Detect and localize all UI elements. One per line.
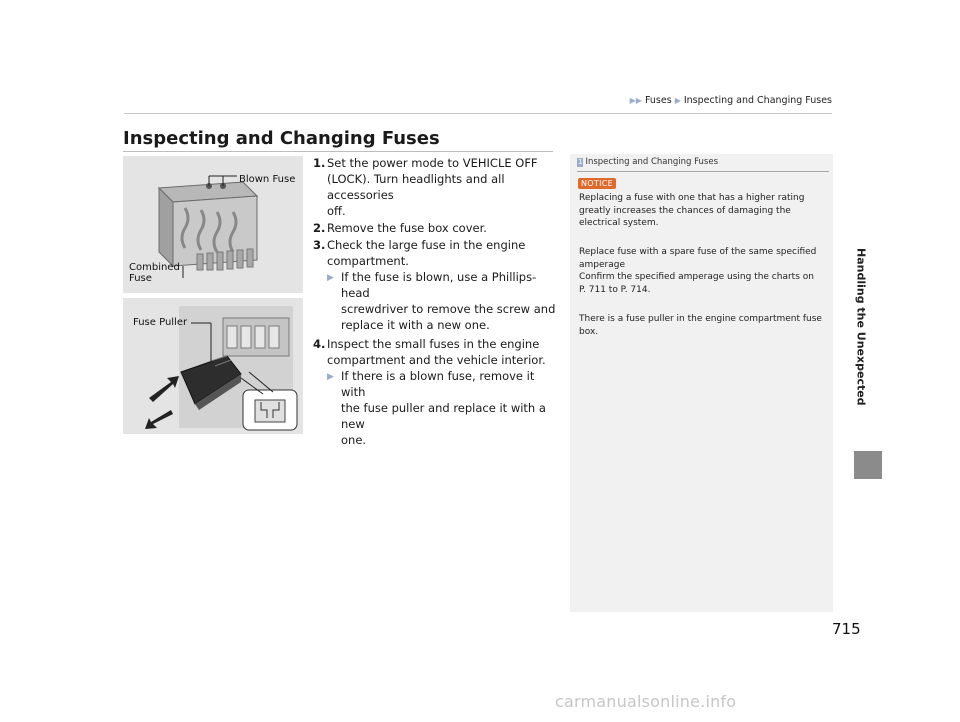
step-4 bbox=[313, 336, 558, 448]
notice-badge: NOTICE bbox=[578, 178, 616, 189]
step-text: Set the power mode to VEHICLE OFF bbox=[327, 156, 538, 170]
fuse-puller-figure bbox=[123, 298, 303, 434]
combined-label-line1: Combined bbox=[129, 262, 180, 273]
step-substep bbox=[327, 368, 558, 448]
breadcrumb bbox=[630, 95, 832, 106]
replace-paragraph bbox=[579, 246, 827, 296]
step-text: compartment and the vehicle interior. bbox=[327, 353, 546, 367]
step-text: (LOCK). Turn headlights and all accessories bbox=[327, 172, 505, 202]
puller-paragraph bbox=[579, 313, 827, 338]
step-text: off. bbox=[327, 204, 346, 218]
combined-fuse-label bbox=[129, 262, 180, 284]
side-heading-text: Inspecting and Changing Fuses bbox=[585, 157, 719, 167]
step-1 bbox=[313, 155, 558, 219]
combined-label-line2: Fuse bbox=[129, 273, 152, 284]
section-tab-text: Handling the Unexpected bbox=[854, 248, 868, 406]
fuse-puller-label: Fuse Puller bbox=[133, 317, 188, 328]
step-number: 2. bbox=[313, 221, 326, 235]
page-reference-link[interactable]: P. 711 to P. 714. bbox=[579, 284, 651, 295]
step-text: Remove the fuse box cover. bbox=[327, 221, 487, 235]
step-number: 1. bbox=[313, 156, 326, 170]
step-text: compartment. bbox=[327, 254, 409, 268]
page-number: 715 bbox=[832, 620, 861, 638]
blown-fuse-label: Blown Fuse bbox=[239, 174, 296, 185]
fuse-box-figure bbox=[123, 156, 303, 293]
substep-text: If the fuse is blown, use a Phillips-head bbox=[341, 270, 537, 300]
substep-text: replace it with a new one. bbox=[341, 318, 490, 332]
watermark: carmanualsonline.info bbox=[555, 692, 737, 711]
triangle-icon: ▶▶ bbox=[629, 96, 642, 105]
reference-number-icon: 1 bbox=[578, 157, 583, 166]
arrow-icon: ▶ bbox=[327, 372, 334, 382]
step-number: 3. bbox=[313, 238, 326, 252]
side-note-heading bbox=[577, 157, 718, 167]
step-3 bbox=[313, 237, 558, 333]
notice-paragraph bbox=[579, 192, 827, 230]
step-text: Inspect the small fuses in the engine bbox=[327, 337, 540, 351]
substep-text: If there is a blown fuse, remove it with bbox=[341, 369, 535, 399]
side-line: Replace fuse with a spare fuse of the same specified bbox=[579, 247, 817, 257]
step-2 bbox=[313, 220, 558, 236]
side-line: greatly increases the chances of damaging the bbox=[579, 205, 791, 216]
substep-text: one. bbox=[341, 433, 367, 447]
header-divider bbox=[124, 113, 832, 114]
triangle-icon: ▶ bbox=[674, 96, 681, 105]
title-divider bbox=[123, 151, 553, 152]
section-tab-marker[interactable] bbox=[854, 451, 882, 479]
substep-text: screwdriver to remove the screw and bbox=[341, 302, 556, 316]
page-title: Inspecting and Changing Fuses bbox=[123, 128, 440, 149]
step-text: Check the large fuse in the engine bbox=[327, 238, 526, 252]
step-substep bbox=[327, 269, 558, 333]
side-line: Replacing a fuse with one that has a higher rating bbox=[579, 193, 805, 203]
side-line: amperage bbox=[579, 259, 625, 270]
breadcrumb-section[interactable]: Fuses bbox=[644, 95, 672, 106]
arrow-icon: ▶ bbox=[327, 273, 334, 283]
breadcrumb-page[interactable]: Inspecting and Changing Fuses bbox=[683, 95, 832, 106]
side-line: Confirm the specified amperage using the charts on bbox=[579, 272, 814, 282]
side-line: electrical system. bbox=[579, 218, 659, 228]
side-line: There is a fuse puller in the engine compartment fuse bbox=[579, 314, 822, 324]
procedure-steps bbox=[313, 155, 558, 449]
side-note-panel bbox=[570, 154, 833, 612]
side-line: box. bbox=[579, 326, 599, 337]
section-tab-label bbox=[853, 212, 869, 442]
side-divider bbox=[577, 171, 829, 172]
step-number: 4. bbox=[313, 337, 326, 351]
substep-text: the fuse puller and replace it with a new bbox=[341, 401, 546, 431]
